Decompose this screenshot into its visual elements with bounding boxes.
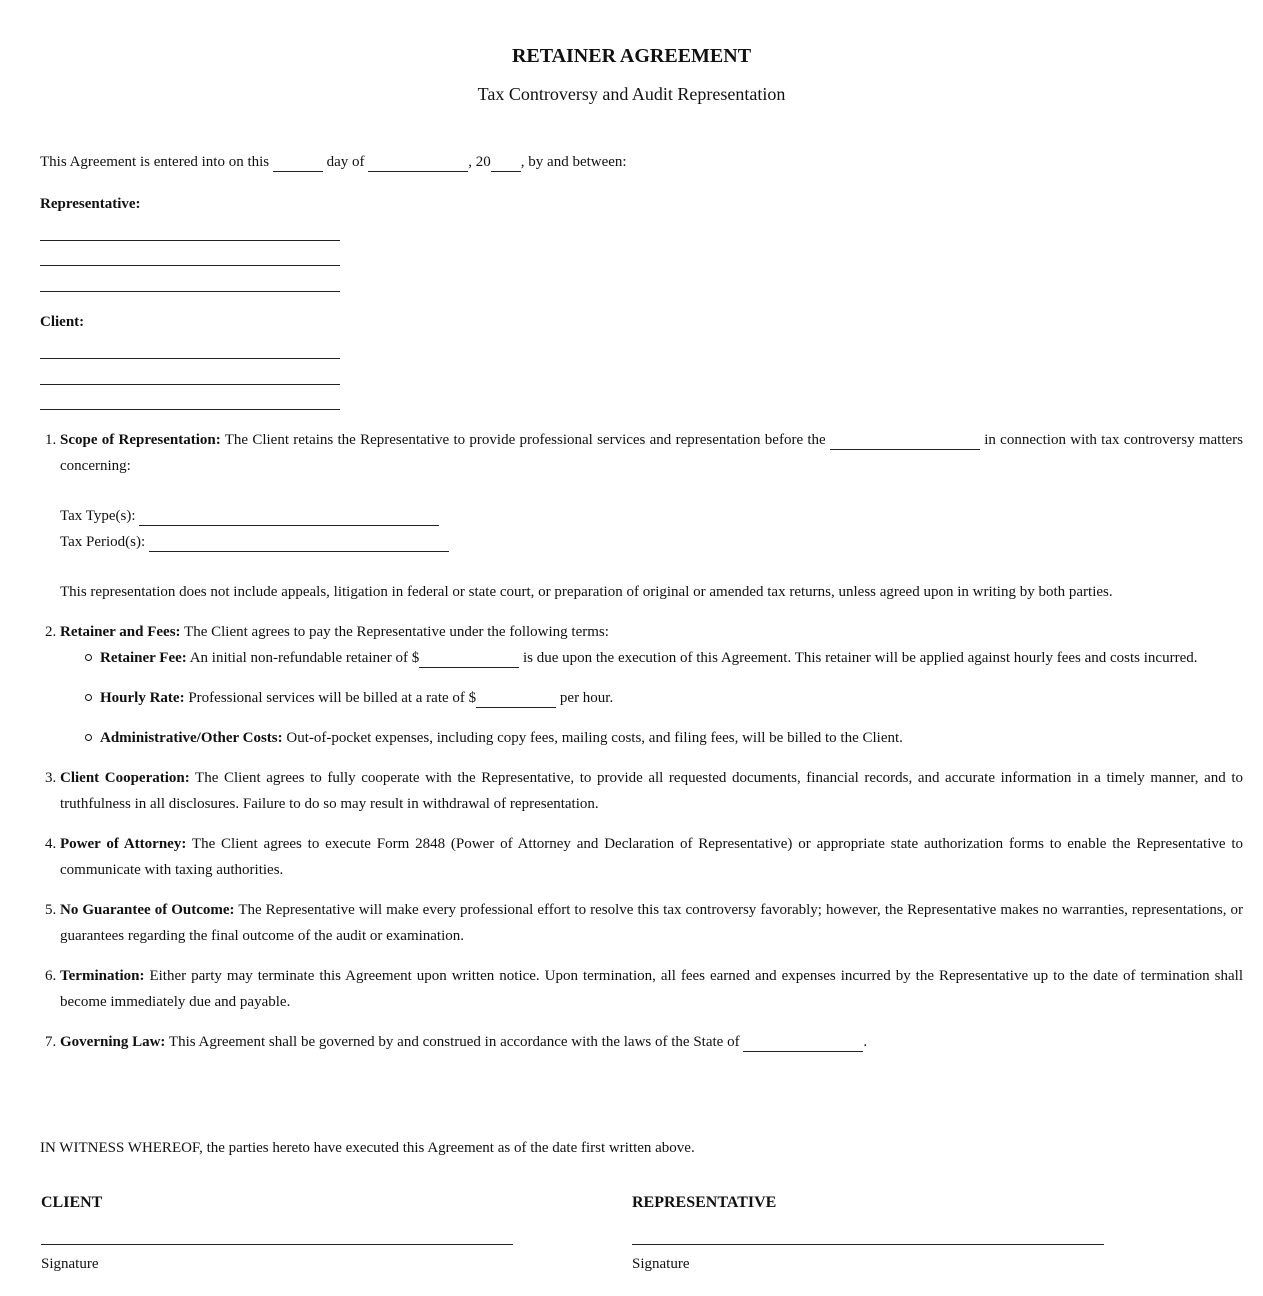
term-text: The Client agrees to pay the Representative under the following terms:	[184, 624, 609, 640]
tax-periods-blank[interactable]	[149, 533, 449, 552]
client-line-2[interactable]	[40, 384, 340, 385]
term-governing-law	[60, 1029, 1243, 1055]
tax-periods-label: Tax Period(s):	[60, 534, 146, 550]
client-signature-heading: CLIENT	[41, 1194, 103, 1211]
scope-note: This representation does not include appeals, litigation in federal or state court, or preparation of original or amended tax returns, unless agreed upon in writing by both parties.	[60, 584, 1113, 600]
term-scope	[60, 427, 1243, 605]
sub-text: Out-of-pocket expenses, including copy fees, mailing costs, and filing fees, will be billed to the Client.	[286, 730, 903, 746]
intro-text: This Agreement is entered into on this	[40, 154, 270, 170]
tax-fields	[60, 503, 1243, 555]
tax-types-blank[interactable]	[139, 507, 439, 526]
agency-blank[interactable]	[830, 431, 980, 450]
term-power-of-attorney	[60, 831, 1243, 883]
bullet-icon	[85, 694, 92, 701]
term-heading: Client Cooperation:	[60, 770, 190, 786]
fee-admin	[100, 725, 1243, 751]
term-heading: No Guarantee of Outcome:	[60, 902, 235, 918]
fee-retainer	[100, 645, 1243, 671]
sub-heading: Administrative/Other Costs:	[100, 730, 283, 746]
client-signature-block	[41, 1190, 513, 1275]
term-text: This Agreement shall be governed by and construed in accordance with the laws of the State of	[168, 1034, 740, 1050]
representative-line-2[interactable]	[40, 265, 340, 266]
month-blank[interactable]	[368, 153, 468, 172]
term-heading: Governing Law:	[60, 1034, 166, 1050]
representative-line-3[interactable]	[40, 291, 340, 292]
term-text: Either party may terminate this Agreement upon written notice. Upon termination, all fees earned and expenses incurred by the Representative up to the date of termination shall become immediately due and payable.	[60, 968, 1244, 1010]
term-heading: Retainer and Fees:	[60, 624, 181, 640]
hourly-rate-blank[interactable]	[476, 689, 556, 708]
term-text: The Representative will make every professional effort to resolve this tax controversy favorably; however, the Representative makes no warranties, representations, or guarantees regarding the final outcome of the audit or examination.	[60, 902, 1243, 944]
term-fees	[60, 619, 1243, 751]
term-text: The Client retains the Representative to provide professional services and representation before the	[224, 432, 826, 448]
tax-types-label: Tax Type(s):	[60, 508, 136, 524]
representative-line-1[interactable]	[40, 240, 340, 241]
fee-hourly	[100, 685, 1243, 711]
client-label: Client:	[40, 314, 85, 330]
bullet-icon	[85, 734, 92, 741]
representative-label: Representative:	[40, 196, 141, 212]
intro-text: , by and between:	[520, 154, 627, 170]
term-no-guarantee	[60, 897, 1243, 949]
term-text: The Client agrees to fully cooperate with the Representative, to provide all requested documents, financial records, and accurate information in a timely manner, and to truthfulness in all disclosures. Failure to do so may result in withdrawal of representation.	[60, 770, 1243, 812]
terms-list	[40, 427, 1243, 1069]
representative-signature-heading: REPRESENTATIVE	[632, 1194, 777, 1211]
client-line-3[interactable]	[40, 409, 340, 410]
term-text: .	[863, 1034, 868, 1050]
term-heading: Scope of Representation:	[60, 432, 221, 448]
sub-text: Professional services will be billed at a rate of $	[188, 690, 477, 706]
retainer-amount-blank[interactable]	[419, 649, 519, 668]
day-blank[interactable]	[273, 153, 323, 172]
intro-text: , 20	[468, 154, 491, 170]
sub-text: is due upon the execution of this Agreement. This retainer will be applied against hourly fees and costs incurred.	[522, 650, 1198, 666]
fees-sublist	[60, 645, 1243, 751]
witness-clause: IN WITNESS WHEREOF, the parties hereto have executed this Agreement as of the date first written above.	[40, 1140, 695, 1156]
term-termination	[60, 963, 1243, 1015]
term-heading: Power of Attorney:	[60, 836, 187, 852]
term-text: in connection with tax controversy matters concerning:	[60, 432, 1243, 474]
term-heading: Termination:	[60, 968, 145, 984]
representative-signature-line[interactable]	[632, 1244, 1104, 1245]
client-signature-line[interactable]	[41, 1244, 513, 1245]
client-signature-label: Signature	[41, 1256, 99, 1272]
sub-text: per hour.	[559, 690, 614, 706]
sub-heading: Hourly Rate:	[100, 690, 185, 706]
bullet-icon	[85, 654, 92, 661]
client-line-1[interactable]	[40, 358, 340, 359]
representative-signature-label: Signature	[632, 1256, 690, 1272]
intro-sentence	[40, 149, 627, 175]
document-subtitle: Tax Controversy and Audit Representation	[477, 84, 786, 104]
document-title: RETAINER AGREEMENT	[511, 45, 752, 67]
term-text: The Client agrees to execute Form 2848 (Power of Attorney and Declaration of Representative) or appropriate state authorization forms to enable the Representative to communicate with taxing authorities.	[60, 836, 1244, 878]
intro-text: day of	[326, 154, 365, 170]
sub-text: An initial non-refundable retainer of $	[189, 650, 420, 666]
sub-heading: Retainer Fee:	[100, 650, 187, 666]
term-cooperation	[60, 765, 1243, 817]
state-blank[interactable]	[743, 1033, 863, 1052]
year-blank[interactable]	[491, 153, 521, 172]
representative-signature-block	[632, 1190, 1104, 1275]
